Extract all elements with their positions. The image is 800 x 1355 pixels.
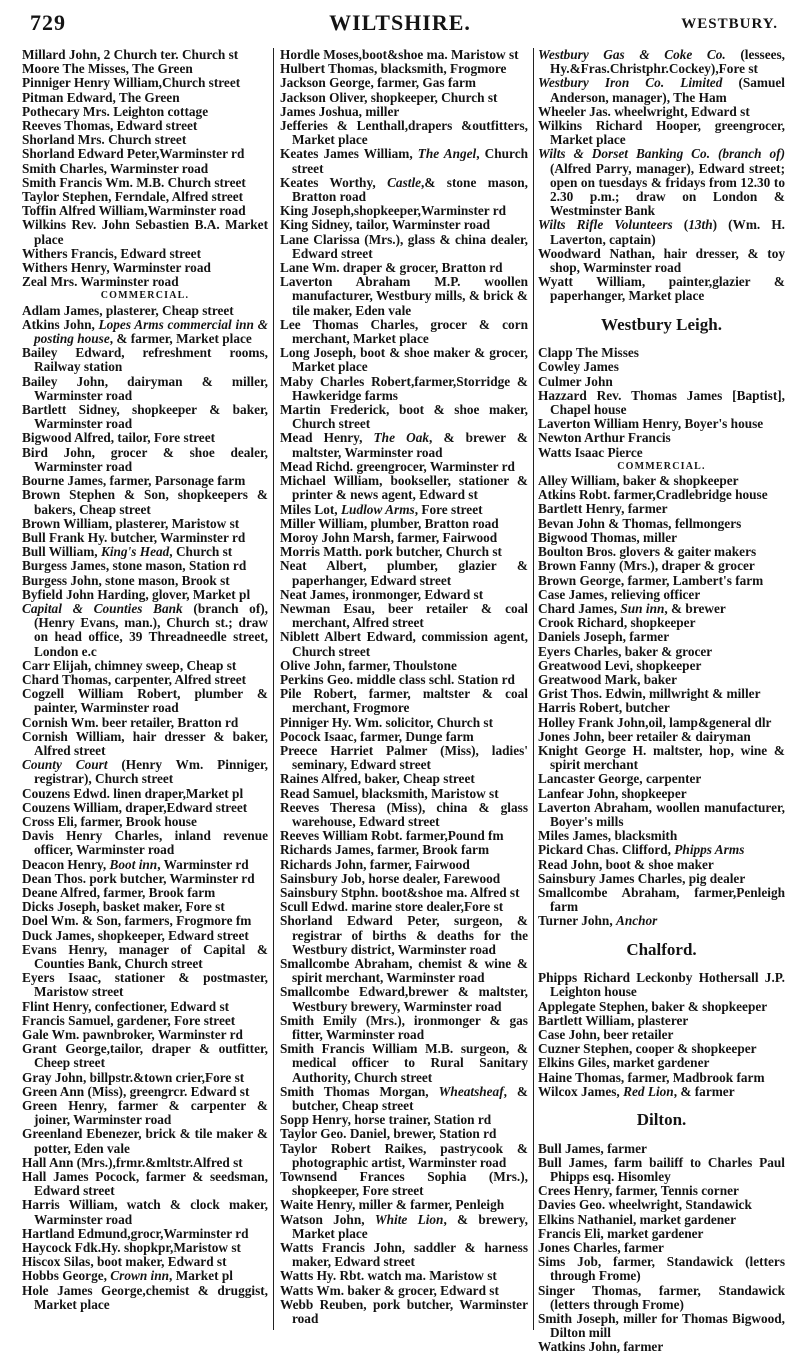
directory-entry: Shorland Edward Peter,Warminster rd xyxy=(22,146,245,162)
directory-entry: Jackson Oliver, shopkeeper, Church st xyxy=(280,89,498,105)
directory-entry: Long Joseph, boot & shoe maker & grocer, Market place xyxy=(280,345,528,375)
directory-entry: Sims Job, farmer, Standawick (letters through Frome) xyxy=(538,1254,785,1284)
directory-entry: Singer Thomas, farmer, Standawick (letters through Frome) xyxy=(538,1282,785,1312)
directory-entry: James Joshua, miller xyxy=(280,103,400,119)
directory-entry: Bigwood Thomas, miller xyxy=(538,529,678,545)
directory-entry: Smallcombe Edward,brewer & maltster, Westbury brewery, Warminster road xyxy=(280,984,528,1014)
commercial-subheading: COMMERCIAL. xyxy=(100,290,190,302)
directory-entry: Gale Wm. pawnbroker, Warminster rd xyxy=(22,1027,243,1043)
entry-italic-text: Ludlow Arms xyxy=(340,501,415,517)
entry-italic-text: Westbury Gas & Coke Co. xyxy=(538,47,726,62)
directory-entry: Bourne James, farmer, Parsonage farm xyxy=(22,473,246,489)
directory-entry: Watts Hy. Rbt. watch ma. Maristow st xyxy=(280,1268,497,1284)
entry-text: Deacon Henry, xyxy=(22,856,110,872)
directory-entry: Shorland Edward Peter, surgeon, & registrar of births & deaths for the Westbury district, Warminster road xyxy=(280,913,528,957)
directory-entry: Hartland Edmund,grocr,Warminster rd xyxy=(22,1225,249,1241)
entry-text: , & farmer, Market place xyxy=(109,331,252,347)
directory-entry: Neat James, ironmonger, Edward st xyxy=(280,586,484,602)
directory-entry: Phipps Richard Leckonby Hothersall J.P. Leighton house xyxy=(538,970,785,1000)
directory-entry: Brown Stephen & Son, shopkeepers & bakers, Cheap street xyxy=(22,487,268,517)
entry-text: (Samuel Anderson, manager), The Ham xyxy=(550,75,785,105)
directory-entry: Perkins Geo. middle class schl. Station rd xyxy=(280,671,515,687)
directory-entry: Cornish William, hair dresser & baker, Alfred street xyxy=(22,728,268,758)
directory-entry: Newton Arthur Francis xyxy=(538,430,671,446)
directory-entry: Richards James, farmer, Brook farm xyxy=(280,842,490,858)
directory-entry xyxy=(280,147,528,175)
entry-italic-text: Wheatsheaf xyxy=(438,1083,504,1099)
directory-entry: Elkins Nathaniel, market gardener xyxy=(538,1211,736,1227)
directory-entry: Culmer John xyxy=(538,373,613,389)
directory-entry: Taylor Stephen, Ferndale, Alfred street xyxy=(22,189,244,205)
entry-text: , Church st xyxy=(169,544,233,560)
directory-entry: Burgess John, stone mason, Brook st xyxy=(22,572,230,588)
entry-text: (Alfred Parry, manager), Edward street; open on tuesdays & fridays from 12.30 to 2.30 p.m.; draw on London & Westminster Bank xyxy=(550,160,785,219)
directory-entry: Reeves William Robt. farmer,Pound fm xyxy=(280,828,504,844)
directory-entry: Laverton Abraham, woollen manufacturer, Boyer's mills xyxy=(538,799,785,829)
directory-entry: Holley Frank John,oil, lamp&general dlr xyxy=(538,714,772,730)
directory-entry: Burgess James, stone mason, Station rd xyxy=(22,558,247,574)
directory-entry: Haine Thomas, farmer, Madbrook farm xyxy=(538,1069,765,1085)
directory-entry: Alley William, baker & shopkeeper xyxy=(538,473,739,489)
directory-entry: Greenland Ebenezer, brick & tile maker & potter, Eden vale xyxy=(22,1126,268,1156)
entry-italic-text: Wilts & Dorset Banking Co. (branch of) xyxy=(538,146,785,162)
directory-entry: Moroy John Marsh, farmer, Fairwood xyxy=(280,529,498,545)
directory-entry: Reeves Theresa (Miss), china & glass warehouse, Edward street xyxy=(280,799,528,829)
entry-italic-text: Wilts Rifle Volunteers xyxy=(538,217,673,233)
entry-italic-text: Red Lion xyxy=(623,1083,674,1099)
entry-italic-text: Phipps Arms xyxy=(674,842,745,858)
directory-entry: Smith Francis William M.B. surgeon, & medical officer to Rural Sanitary Authority, Church street xyxy=(280,1041,528,1085)
directory-entry xyxy=(538,1085,785,1099)
directory-entry: Bailey Edward, refreshment rooms, Railway station xyxy=(22,345,268,375)
directory-entry: Smith Francis Wm. M.B. Church street xyxy=(22,174,246,190)
directory-entry: Byfield John Harding, glover, Market pl xyxy=(22,586,251,602)
directory-entry: Bartlett William, plasterer xyxy=(538,1012,689,1028)
directory-entry: Waite Henry, miller & farmer, Penleigh xyxy=(280,1197,505,1213)
directory-entry: Hazzard Rev. Thomas James [Baptist], Chapel house xyxy=(538,387,785,418)
entry-text: Pickard Chas. Clifford, xyxy=(538,842,675,858)
directory-entry: Laverton Abraham M.P. woollen manufacturer, Westbury mills, & brick & tile maker, Eden vale xyxy=(280,274,528,318)
directory-entry: Olive John, farmer, Thoulstone xyxy=(280,657,457,673)
directory-entry xyxy=(538,48,785,76)
directory-entry: Niblett Albert Edward, commission agent, Church street xyxy=(280,629,528,659)
directory-entry: Brown William, plasterer, Maristow st xyxy=(22,515,240,531)
entry-italic-text: Anchor xyxy=(615,913,658,929)
directory-entry: Newman Esau, beer retailer & coal merchant, Alfred street xyxy=(280,600,528,631)
directory-entry: Watts Wm. baker & grocer, Edward st xyxy=(280,1282,499,1298)
directory-entry: Wheeler Jas. wheelwright, Edward st xyxy=(538,103,750,119)
entry-text: Mead Henry, xyxy=(280,430,374,446)
entry-text: , Warminster rd xyxy=(157,856,249,872)
directory-entry: Lane Wm. draper & grocer, Bratton rd xyxy=(280,260,503,276)
directory-entry: Case John, beer retailer xyxy=(538,1026,674,1042)
directory-entry: Cross Eli, farmer, Brook house xyxy=(22,813,197,829)
directory-entry: Cowley James xyxy=(538,359,619,375)
directory-entry: Hordle Moses,boot&shoe ma. Maristow st xyxy=(280,47,519,62)
directory-entry: Pothecary Mrs. Leighton cottage xyxy=(22,103,209,119)
directory-entry xyxy=(538,147,785,218)
directory-entry: Couzens Edwd. linen draper,Market pl xyxy=(22,785,244,801)
directory-entry: Greatwood Levi, shopkeeper xyxy=(538,657,702,673)
directory-entry xyxy=(280,1085,528,1113)
directory-entry: Lancaster George, carpenter xyxy=(538,771,702,787)
entry-italic-text: County Court xyxy=(22,757,108,773)
directory-entry: Bevan John & Thomas, fellmongers xyxy=(538,515,742,531)
directory-entry: Pinniger Hy. Wm. solicitor, Church st xyxy=(280,714,494,730)
directory-entry: Gray John, billpstr.&town crier,Fore st xyxy=(22,1069,245,1085)
directory-entry: Cogzell William Robert, plumber & painter, Warminster road xyxy=(22,686,268,716)
entry-text: , Fore street xyxy=(414,501,483,517)
place-heading: Chalford. xyxy=(626,939,697,959)
entry-text: (Henry Wm. Pinniger, registrar), Church street xyxy=(34,757,268,787)
directory-entry: Taylor Robert Raikes, pastrycook & photographic artist, Warminster road xyxy=(280,1140,528,1170)
directory-entry: Pitman Edward, The Green xyxy=(22,89,180,105)
directory-entry: Carr Elijah, chimney sweep, Cheap st xyxy=(22,657,237,673)
directory-entry: Greatwood Mark, baker xyxy=(538,671,677,687)
entry-italic-text: King's Head xyxy=(100,544,170,560)
directory-entry xyxy=(538,602,785,616)
directory-entry: Applegate Stephen, baker & shopkeeper xyxy=(538,998,768,1014)
directory-entry: King Sidney, tailor, Warminster road xyxy=(280,217,491,233)
directory-entry: Scull Edwd. marine store dealer,Fore st xyxy=(280,899,504,915)
entry-italic-text: 13th xyxy=(688,217,713,233)
directory-entry: Harris Robert, butcher xyxy=(538,700,670,716)
entry-italic-text: Boot inn xyxy=(109,856,158,872)
entry-text: , & farmer xyxy=(673,1083,735,1099)
entry-italic-text: Westbury Iron Co. Limited xyxy=(538,75,723,91)
directory-entry xyxy=(280,431,528,459)
entry-text: ( xyxy=(672,217,689,233)
entry-text: Miles Lot, xyxy=(280,501,341,517)
entry-italic-text: Lopes Arms commercial inn & posting house xyxy=(34,316,268,347)
directory-entry: Sainsbury Job, horse dealer, Farewood xyxy=(280,870,501,886)
directory-entry: Chard Thomas, carpenter, Alfred street xyxy=(22,671,247,687)
directory-entry: Clapp The Misses xyxy=(538,345,639,361)
directory-entry: Crees Henry, farmer, Tennis corner xyxy=(538,1183,739,1199)
directory-entry: Millard John, 2 Church ter. Church st xyxy=(22,47,239,62)
directory-entry: Lane Clarissa (Mrs.), glass & china dealer, Edward street xyxy=(280,231,528,261)
directory-entry: Green Henry, farmer & carpenter & joiner, Warminster road xyxy=(22,1098,268,1128)
directory-entry: Laverton William Henry, Boyer's house xyxy=(538,416,764,432)
directory-entry: Smith Emily (Mrs.), ironmonger & gas fitter, Warminster road xyxy=(280,1012,528,1043)
directory-entry: Townsend Frances Sophia (Mrs.), shopkeeper, Fore street xyxy=(280,1169,528,1199)
directory-entry: Lanfear John, shopkeeper xyxy=(538,785,687,801)
directory-entry xyxy=(538,914,785,928)
directory-entry: Wilkins Richard Hooper, greengrocer, Market place xyxy=(538,118,785,148)
directory-entry: Pinniger Henry William,Church street xyxy=(22,75,241,91)
directory-entry: Francis Eli, market gardener xyxy=(538,1225,704,1241)
directory-entry xyxy=(538,843,785,857)
entry-text: Wilcox James, xyxy=(538,1083,624,1099)
directory-entry: Evans Henry, manager of Capital & Counties Bank, Church street xyxy=(22,941,268,971)
entry-text: , & butcher, Cheap street xyxy=(292,1083,528,1114)
directory-entry: Couzens William, draper,Edward street xyxy=(22,799,248,815)
place-heading: Dilton. xyxy=(636,1110,687,1129)
directory-entry: Grist Thos. Edwin, millwright & miller xyxy=(538,686,761,702)
directory-entry: Miles James, blacksmith xyxy=(538,828,678,844)
directory-entry: Moore The Misses, The Green xyxy=(22,61,193,77)
directory-entry: King Joseph,shopkeeper,Warminster rd xyxy=(280,203,507,219)
directory-entry: Smith Charles, Warminster road xyxy=(22,160,209,176)
directory-entry: Cuzner Stephen, cooper & shopkeeper xyxy=(538,1041,757,1057)
directory-entry: Richards John, farmer, Fairwood xyxy=(280,856,470,872)
directory-entry xyxy=(280,503,528,517)
directory-entry: Woodward Nathan, hair dresser, & toy shop, Warminster road xyxy=(538,245,785,276)
entry-text: Keates James William, xyxy=(280,146,418,162)
directory-entry: Withers Henry, Warminster road xyxy=(22,260,211,276)
entry-text: , Market pl xyxy=(169,1268,233,1284)
directory-entry: Dicks Joseph, basket maker, Fore st xyxy=(22,899,225,915)
directory-entry: Brown Fanny (Mrs.), draper & grocer xyxy=(538,558,755,574)
directory-entry: Brown George, farmer, Lambert's farm xyxy=(538,572,764,588)
entry-text: Bull William, xyxy=(22,544,101,560)
directory-entry xyxy=(22,318,268,346)
directory-entry: Hall Ann (Mrs.),frmr.&mltstr.Alfred st xyxy=(22,1154,243,1170)
directory-entry: Sainsbury James Charles, pig dealer xyxy=(538,870,746,886)
directory-entry: Eyers Isaac, stationer & postmaster, Maristow street xyxy=(22,970,268,1000)
entry-text: Smith Thomas Morgan, xyxy=(280,1083,439,1099)
directory-entry: Hall James Pocock, farmer & seedsman, Edward street xyxy=(22,1169,268,1199)
directory-entry xyxy=(538,76,785,104)
entry-text: , & brewery, Market place xyxy=(292,1211,528,1241)
directory-entry: Grant George,tailor, draper & outfitter, Cheep street xyxy=(22,1041,268,1071)
directory-entry: Smallcombe Abraham, farmer,Penleigh farm xyxy=(538,884,785,915)
directory-entry: Jones John, beer retailer & dairyman xyxy=(538,728,751,744)
directory-entry: Zeal Mrs. Warminster road xyxy=(22,274,179,290)
entry-text: Chard James, xyxy=(538,600,621,616)
directory-entry: Crook Richard, shopkeeper xyxy=(538,615,696,631)
entry-italic-text: Capital & Counties Bank xyxy=(22,600,183,616)
entry-text: ) (Wm. H. Laverton, captain) xyxy=(550,217,786,247)
commercial-subheading: COMMERCIAL. xyxy=(617,460,706,472)
directory-entry: Hulbert Thomas, blacksmith, Frogmore xyxy=(280,61,507,77)
entry-text: , & brewer & maltster, Warminster road xyxy=(292,430,528,460)
directory-entry: Read Samuel, blacksmith, Maristow st xyxy=(280,785,499,801)
directory-entry: Mead Richd. greengrocer, Warminster rd xyxy=(280,458,515,474)
directory-entry: Smallcombe Abraham, chemist & wine & spirit merchant, Warminster road xyxy=(280,956,528,986)
directory-entry: Flint Henry, confectioner, Edward st xyxy=(22,998,230,1014)
directory-entry: Davis Henry Charles, inland revenue officer, Warminster road xyxy=(22,828,268,858)
directory-entry: Bigwood Alfred, tailor, Fore street xyxy=(22,430,216,446)
directory-entry: Taylor Geo. Daniel, brewer, Station rd xyxy=(280,1126,497,1142)
directory-entry xyxy=(280,1213,528,1241)
directory-entry: Watts Francis John, saddler & harness maker, Edward street xyxy=(280,1240,528,1270)
directory-entry: Jones Charles, farmer xyxy=(538,1240,664,1256)
directory-entry: Watts Isaac Pierce xyxy=(538,444,643,460)
directory-entry: Morris Matth. pork butcher, Church st xyxy=(280,544,502,560)
directory-entry: Read John, boot & shoe maker xyxy=(538,856,714,872)
directory-entry: Maby Charles Robert,farmer,Storridge & Hawkeridge farms xyxy=(280,373,528,403)
directory-entry: Hole James George,chemist & druggist, Market place xyxy=(22,1282,268,1312)
directory-column-1 xyxy=(22,48,268,1333)
entry-text: Keates Worthy, xyxy=(280,174,388,190)
directory-entry: Lee Thomas Charles, grocer & corn merchant, Market place xyxy=(280,316,528,347)
directory-entry: Bartlett Henry, farmer xyxy=(538,501,668,517)
directory-entry: Watkins John, farmer xyxy=(538,1339,664,1355)
directory-entry: Deane Alfred, farmer, Brook farm xyxy=(22,884,216,900)
directory-entry: Green Ann (Miss), greengrcr. Edward st xyxy=(22,1083,250,1099)
entry-text: , Church street xyxy=(292,146,529,176)
column-divider xyxy=(273,48,274,1330)
entry-italic-text: Sun inn xyxy=(620,600,665,616)
directory-entry: Sainsbury Stphn. boot&shoe ma. Alfred st xyxy=(280,884,520,900)
directory-entry: Bartlett Sidney, shopkeeper & baker, Warminster road xyxy=(22,402,268,432)
directory-entry: Doel Wm. & Son, farmers, Frogmore fm xyxy=(22,913,252,929)
directory-entry: Bird John, grocer & shoe dealer, Warminster road xyxy=(22,444,268,474)
directory-entry: Pile Robert, farmer, maltster & coal merchant, Frogmore xyxy=(280,686,528,716)
directory-entry: Martin Frederick, boot & shoe maker, Church street xyxy=(280,402,528,432)
directory-entry: Smith Joseph, miller for Thomas Bigwood, Dilton mill xyxy=(538,1311,785,1341)
entry-italic-text: Crown inn xyxy=(110,1268,170,1284)
directory-entry xyxy=(22,545,268,559)
directory-entry: Bull James, farmer xyxy=(538,1140,647,1156)
page-number: 729 xyxy=(30,10,66,35)
directory-entry: Jefferies & Lenthall,drapers &outfitters, Market place xyxy=(280,118,528,148)
entry-text: Atkins John, xyxy=(22,316,99,332)
directory-column-3 xyxy=(538,47,786,1355)
directory-entry xyxy=(22,602,268,659)
directory-entry: Dean Thos. pork butcher, Warminster rd xyxy=(22,870,255,886)
directory-entry: Jackson George, farmer, Gas farm xyxy=(280,75,476,91)
directory-entry: Wyatt William, painter,glazier & paperhanger, Market place xyxy=(538,274,785,304)
directory-entry xyxy=(538,218,785,246)
directory-entry: Pocock Isaac, farmer, Dunge farm xyxy=(280,728,474,744)
entry-italic-text: The Angel xyxy=(417,146,477,162)
directory-entry: Webb Reuben, pork butcher, Warminster road xyxy=(280,1296,528,1327)
directory-entry: Davies Geo. wheelwright, Standawick xyxy=(538,1197,752,1213)
directory-entry: Shorland Mrs. Church street xyxy=(22,132,187,148)
directory-entry: Haycock Fdk.Hy. shopkpr,Maristow st xyxy=(22,1240,241,1256)
entry-text: Hobbs George, xyxy=(22,1268,111,1284)
section-title: WESTBURY. xyxy=(681,16,778,32)
page-title: WILTSHIRE. xyxy=(329,10,471,35)
entry-text: (lessees, Hy.&Fras.Christphr.Cockey),Fore st xyxy=(550,47,786,77)
directory-entry: Eyers Charles, baker & grocer xyxy=(538,643,713,659)
entry-italic-text: Castle xyxy=(387,174,422,190)
directory-entry xyxy=(22,758,268,786)
directory-entry: Bull Frank Hy. butcher, Warminster rd xyxy=(22,529,246,545)
entry-text: Turner John, xyxy=(538,913,616,929)
place-heading: Westbury Leigh. xyxy=(601,314,722,334)
entry-text: ,& stone mason, Bratton road xyxy=(292,174,528,205)
directory-entry: Raines Alfred, baker, Cheap street xyxy=(280,771,475,787)
directory-entry xyxy=(280,176,528,204)
directory-entry: Toffin Alfred William,Warminster road xyxy=(22,203,246,219)
directory-entry: Elkins Giles, market gardener xyxy=(538,1055,710,1071)
entry-text: , & brewer xyxy=(664,600,726,616)
directory-entry: Hiscox Silas, boot maker, Edward st xyxy=(22,1254,227,1270)
directory-entry: Adlam James, plasterer, Cheap street xyxy=(22,302,234,318)
directory-entry: Reeves Thomas, Edward street xyxy=(22,118,198,134)
directory-entry: Harris William, watch & clock maker, Warminster road xyxy=(22,1197,268,1227)
entry-text: Watson John, xyxy=(280,1211,375,1227)
directory-entry: Wilkins Rev. John Sebastien B.A. Market place xyxy=(22,217,268,247)
directory-entry xyxy=(22,1269,268,1283)
entry-text: (branch of), (Henry Evans, man.), Church st.; draw on head office, 39 Threadneedle street, London e.c xyxy=(34,600,269,659)
directory-column-2 xyxy=(280,48,528,1333)
directory-entry: Case James, relieving officer xyxy=(538,586,701,602)
entry-italic-text: The Oak xyxy=(373,430,429,446)
directory-entry: Boulton Bros. glovers & gaiter makers xyxy=(538,544,757,560)
directory-entry: Duck James, shopkeeper, Edward street xyxy=(22,927,249,943)
directory-entry: Cornish Wm. beer retailer, Bratton rd xyxy=(22,714,239,730)
entry-italic-text: White Lion xyxy=(374,1211,444,1227)
directory-entry xyxy=(22,858,268,872)
column-divider xyxy=(533,48,534,1330)
directory-entry: Francis Samuel, gardener, Fore street xyxy=(22,1012,236,1028)
directory-entry: Bull James, farm bailiff to Charles Paul Phipps esq. Hisomley xyxy=(538,1154,785,1184)
directory-entry: Withers Francis, Edward street xyxy=(22,245,201,261)
directory-entry: Daniels Joseph, farmer xyxy=(538,629,670,645)
directory-entry: Neat Albert, plumber, glazier & paperhanger, Edward street xyxy=(280,558,528,588)
directory-entry: Bailey John, dairyman & miller, Warminster road xyxy=(22,373,268,403)
directory-entry: Sopp Henry, horse trainer, Station rd xyxy=(280,1112,492,1128)
directory-entry: Michael William, bookseller, stationer & printer & news agent, Edward st xyxy=(280,473,528,503)
directory-entry: Preece Harriet Palmer (Miss), ladies' seminary, Edward street xyxy=(280,742,528,773)
directory-entry: Atkins Robt. farmer,Cradlebridge house xyxy=(538,487,768,503)
directory-entry: Knight George H. maltster, hop, wine & spirit merchant xyxy=(538,742,785,773)
directory-entry: Miller William, plumber, Bratton road xyxy=(280,515,499,531)
